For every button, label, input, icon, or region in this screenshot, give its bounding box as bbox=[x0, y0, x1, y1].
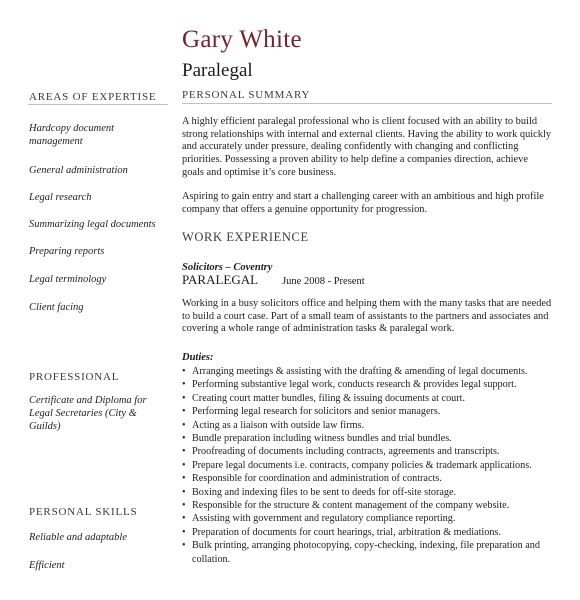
bullet-icon: • bbox=[182, 379, 186, 391]
duty-item: • Performing substantive legal work, conducts research & provides legal support. bbox=[182, 379, 517, 391]
personal-skills-heading: PERSONAL SKILLS bbox=[29, 506, 138, 518]
expertise-item: Legal research bbox=[29, 192, 92, 203]
skill-item: Reliable and adaptable bbox=[29, 532, 127, 543]
bullet-icon: • bbox=[182, 540, 186, 552]
bullet-icon: • bbox=[182, 486, 186, 498]
duty-item: • Bundle preparation including witness bundles and trial bundles. bbox=[182, 433, 452, 445]
work-experience-heading: WORK EXPERIENCE bbox=[182, 230, 309, 244]
duty-item: • Preparation of documents for court hearings, trial, arbitration & mediations. bbox=[182, 526, 501, 538]
left-divider bbox=[28, 104, 168, 105]
job-title-heading: Paralegal bbox=[182, 60, 253, 81]
bullet-icon: • bbox=[182, 500, 186, 512]
job-title: PARALEGAL bbox=[182, 272, 259, 287]
duty-item: • Assisting with government and regulatory compliance reporting. bbox=[182, 513, 456, 525]
job-dates: June 2008 - Present bbox=[282, 276, 365, 287]
summary-paragraph: Aspiring to gain entry and start a challenging career with an ambitious and high profile company that offers a genuine opportunity for progression. bbox=[182, 191, 544, 215]
professional-qualification: Certificate and Diploma for Legal Secretaries (City & Guilds) bbox=[29, 395, 147, 432]
professional-heading: PROFESSIONAL bbox=[29, 371, 120, 383]
summary-paragraph: A highly efficient paralegal professional who is client focused with an ability to build strong relationships with internal and external clients. Having the ability to work quickly and accurately under pressure, dealing confidently with changing and conflicting priorities. Possessing a proven ability to help define a companies direction, achieve goals and optimise it’s core business. bbox=[182, 116, 552, 178]
personal-summary-heading: PERSONAL SUMMARY bbox=[182, 89, 311, 101]
job-row bbox=[182, 272, 365, 289]
skill-item: Efficient bbox=[29, 560, 65, 571]
duties-list bbox=[182, 365, 567, 566]
duty-item: • Proofreading of documents including contracts, agreements and transcripts. bbox=[182, 446, 500, 458]
duty-item: • Bulk printing, arranging photocopying, copy-checking, indexing, file preparation and collation. bbox=[182, 540, 540, 565]
expertise-item: Client facing bbox=[29, 302, 84, 313]
bullet-icon: • bbox=[182, 446, 186, 458]
duty-item: • Prepare legal documents i.e. contracts, company policies & trademark applications. bbox=[182, 459, 532, 471]
expertise-item: General administration bbox=[29, 165, 128, 176]
bullet-icon: • bbox=[182, 526, 186, 538]
company-name: Solicitors – Coventry bbox=[182, 262, 273, 273]
duty-item: • Creating court matter bundles, filing & issuing documents at court. bbox=[182, 392, 466, 404]
bullet-icon: • bbox=[182, 433, 186, 445]
duty-item: • Arranging meetings & assisting with the drafting & amending of legal documents. bbox=[182, 366, 528, 377]
expertise-item: Hardcopy document management bbox=[29, 123, 115, 147]
bullet-icon: • bbox=[182, 366, 186, 377]
bullet-icon: • bbox=[182, 392, 186, 404]
job-description: Working in a busy solicitors office and helping them with the many tasks that are needed to build a court case. Part of a small team of assistants to the partners and associates and covering a whole range of administration tasks & paralegal work. bbox=[182, 298, 552, 335]
expertise-item: Summarizing legal documents bbox=[29, 219, 156, 230]
duty-item: • Performing legal research for solicitors and senior managers. bbox=[182, 406, 441, 418]
candidate-name: Gary White bbox=[182, 26, 302, 53]
duty-item: • Acting as a liaison with outside law firms. bbox=[182, 419, 365, 431]
right-divider bbox=[182, 103, 552, 104]
bullet-icon: • bbox=[182, 473, 186, 485]
duties-label: Duties: bbox=[182, 352, 214, 363]
duty-item: • Responsible for coordination and administration of contracts. bbox=[182, 473, 442, 485]
expertise-item: Legal terminology bbox=[29, 274, 107, 285]
duty-item: • Boxing and indexing files to be sent to deeds for off-site storage. bbox=[182, 486, 457, 498]
bullet-icon: • bbox=[182, 406, 186, 418]
bullet-icon: • bbox=[182, 459, 186, 471]
bullet-icon: • bbox=[182, 513, 186, 525]
bullet-icon: • bbox=[182, 419, 186, 431]
expertise-item: Preparing reports bbox=[29, 246, 105, 257]
duty-item: • Responsible for the structure & content management of the company website. bbox=[182, 500, 510, 512]
areas-of-expertise-heading: AREAS OF EXPERTISE bbox=[29, 91, 157, 103]
